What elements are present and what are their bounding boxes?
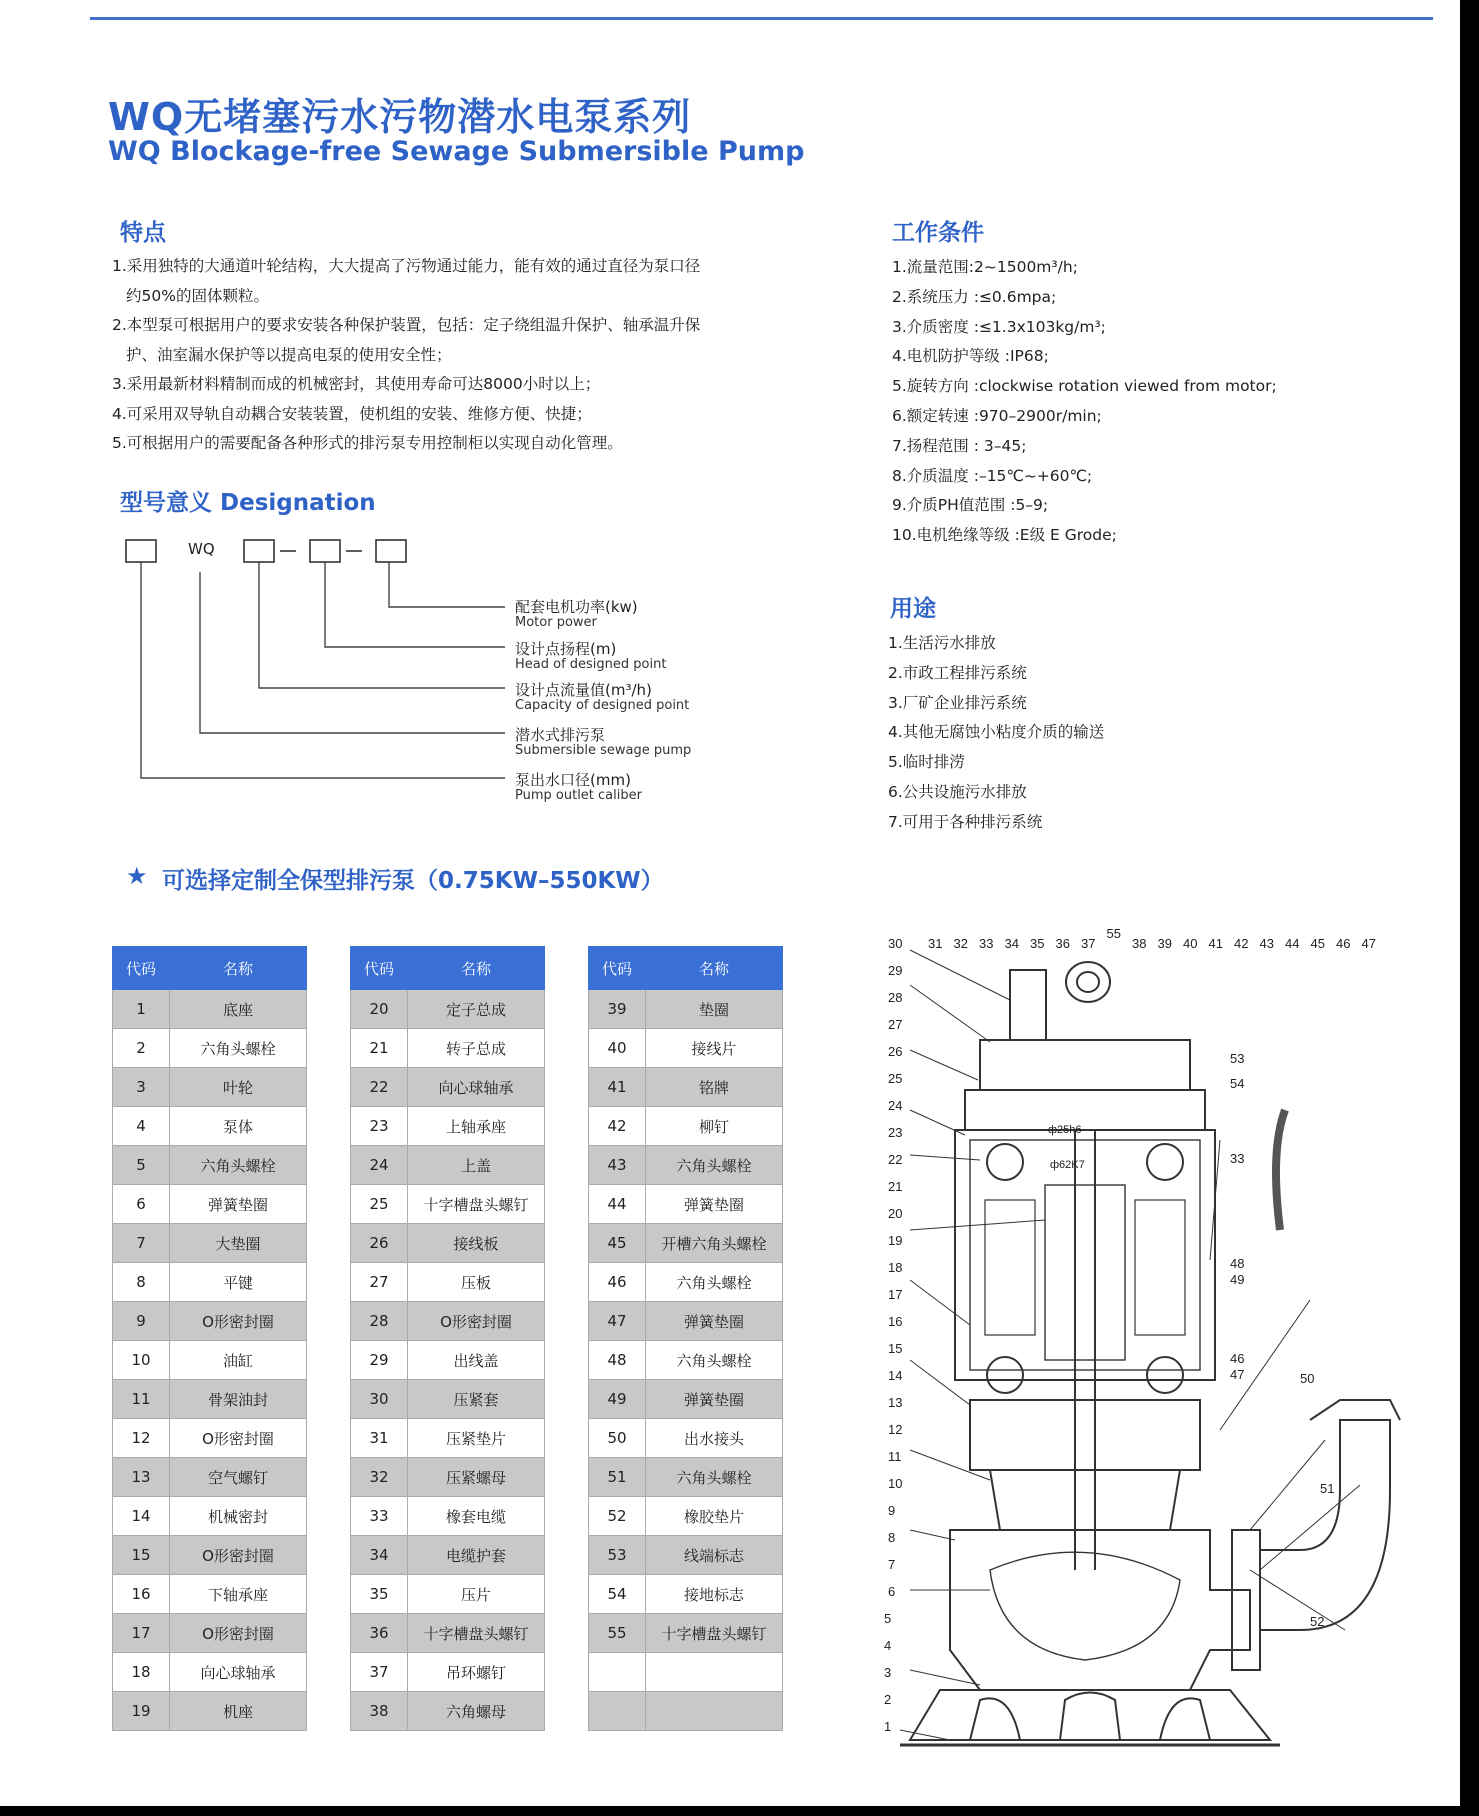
- callout-number: 23: [888, 1125, 903, 1140]
- callout-number: 47: [1230, 1367, 1245, 1382]
- table-row: [351, 1263, 545, 1302]
- table-row: [589, 1497, 783, 1536]
- part-name: 骨架油封: [170, 1380, 307, 1419]
- designation-label-en: Motor power: [515, 615, 597, 630]
- star-icon: ★: [126, 862, 148, 890]
- callout-number: 14: [888, 1368, 903, 1383]
- part-name: 转子总成: [408, 1029, 545, 1068]
- table-row: [589, 1419, 783, 1458]
- top-rule: [90, 17, 1433, 20]
- part-name: 十字槽盘头螺钉: [408, 1614, 545, 1653]
- part-code: 31: [351, 1419, 408, 1458]
- table-row: [589, 1380, 783, 1419]
- table-row: [589, 1653, 783, 1692]
- table-row: [351, 1107, 545, 1146]
- table-row: [113, 1224, 307, 1263]
- col-header-name: 名称: [408, 947, 545, 990]
- callout-number: 50: [1300, 1371, 1315, 1386]
- callout-number: 4: [884, 1638, 892, 1653]
- callout-number: 21: [888, 1179, 903, 1194]
- callout-number: 16: [888, 1314, 903, 1329]
- part-code: 27: [351, 1263, 408, 1302]
- part-name: 垫圈: [646, 990, 783, 1029]
- table-row: [113, 1107, 307, 1146]
- callout-number: 9: [888, 1503, 896, 1518]
- page-title-cn: WQ无堵塞污水污物潜水电泵系列: [108, 95, 692, 139]
- col-header-code: 代码: [351, 947, 408, 990]
- part-name: 六角头螺栓: [646, 1263, 783, 1302]
- part-name: O形密封圈: [170, 1419, 307, 1458]
- table-row: [351, 1380, 545, 1419]
- callout-number: 41: [1208, 936, 1223, 951]
- callout-number: 6: [888, 1584, 896, 1599]
- col-header-code: 代码: [589, 947, 646, 990]
- part-code: 50: [589, 1419, 646, 1458]
- dim-label: ф62K7: [1050, 1159, 1085, 1171]
- part-code: 37: [351, 1653, 408, 1692]
- table-row: [351, 1614, 545, 1653]
- table-row: [589, 1185, 783, 1224]
- part-name: 油缸: [170, 1341, 307, 1380]
- part-code: 2: [113, 1029, 170, 1068]
- callout-number: 31: [928, 936, 943, 951]
- part-name: 接线板: [408, 1224, 545, 1263]
- callout-number: 45: [1310, 936, 1325, 951]
- callout-number: 32: [953, 936, 968, 951]
- part-name: 空气螺钉: [170, 1458, 307, 1497]
- designation-label-cn: 泵出水口径(mm): [515, 771, 631, 789]
- part-code: 29: [351, 1341, 408, 1380]
- part-code: 13: [113, 1458, 170, 1497]
- part-code: 55: [589, 1614, 646, 1653]
- callout-number: 33: [979, 936, 994, 951]
- callout-number: 20: [888, 1206, 903, 1221]
- table-row: [351, 1146, 545, 1185]
- usage-item: 2.市政工程排污系统: [888, 663, 1027, 682]
- part-code: 23: [351, 1107, 408, 1146]
- part-code: 26: [351, 1224, 408, 1263]
- condition-item: 1.流量范围:2~1500m³/h;: [892, 258, 1078, 276]
- callout-number: 55: [1106, 926, 1121, 941]
- callout-leader-lines: [900, 950, 1360, 1740]
- table-row: [351, 1692, 545, 1731]
- callout-number: 38: [1132, 936, 1147, 951]
- part-code: 32: [351, 1458, 408, 1497]
- designation-diagram: [110, 530, 430, 810]
- table-row: [113, 1575, 307, 1614]
- page-title-en: WQ Blockage-free Sewage Submersible Pump: [108, 136, 805, 167]
- table-row: [589, 1029, 783, 1068]
- callout-number: 30: [888, 936, 903, 951]
- table-row: [113, 1497, 307, 1536]
- callout-number: 49: [1230, 1272, 1245, 1287]
- part-code: 4: [113, 1107, 170, 1146]
- part-name: 六角头螺栓: [646, 1458, 783, 1497]
- part-name: 底座: [170, 990, 307, 1029]
- table-row: [351, 1458, 545, 1497]
- callout-number: 10: [888, 1476, 903, 1491]
- table-row: [589, 1458, 783, 1497]
- part-code: 35: [351, 1575, 408, 1614]
- usage-item: 4.其他无腐蚀小粘度介质的输送: [888, 723, 1105, 742]
- part-name: 六角头螺栓: [170, 1029, 307, 1068]
- designation-label-en: Head of designed point: [515, 657, 667, 672]
- table-row: [113, 1341, 307, 1380]
- designation-code-text: WQ: [188, 540, 215, 558]
- table-row: [351, 1224, 545, 1263]
- part-name: 上轴承座: [408, 1107, 545, 1146]
- table-row: [351, 1497, 545, 1536]
- callout-number: 40: [1183, 936, 1198, 951]
- part-code: 5: [113, 1146, 170, 1185]
- part-name: O形密封圈: [170, 1614, 307, 1653]
- usages-list: [888, 629, 1104, 838]
- part-code: 42: [589, 1107, 646, 1146]
- part-code: 49: [589, 1380, 646, 1419]
- callout-number: 7: [888, 1557, 896, 1572]
- table-row: [351, 1536, 545, 1575]
- part-code: 9: [113, 1302, 170, 1341]
- part-name: 机座: [170, 1692, 307, 1731]
- designation-heading: 型号意义 Designation: [120, 490, 376, 516]
- part-code: 25: [351, 1185, 408, 1224]
- part-name: 橡套电缆: [408, 1497, 545, 1536]
- part-name: 线端标志: [646, 1536, 783, 1575]
- callout-labels: [884, 926, 1376, 1734]
- part-name: 六角螺母: [408, 1692, 545, 1731]
- col-header-code: 代码: [113, 947, 170, 990]
- designation-label-cn: 潜水式排污泵: [515, 726, 606, 744]
- custom-heading: 可选择定制全保型排污泵（0.75KW–550KW）: [162, 868, 664, 894]
- usages-heading: 用途: [890, 596, 936, 622]
- feature-item: 4.可采用双导轨自动耦合安装装置，使机组的安装、维修方便、快捷；: [112, 404, 592, 423]
- part-code: 18: [113, 1653, 170, 1692]
- table-row: [113, 1029, 307, 1068]
- callout-number: 26: [888, 1044, 903, 1059]
- table-row: [351, 990, 545, 1029]
- part-name: 六角头螺栓: [646, 1341, 783, 1380]
- part-code: [589, 1653, 646, 1692]
- part-name: 压紧套: [408, 1380, 545, 1419]
- table-row: [113, 1419, 307, 1458]
- callout-number: 13: [888, 1395, 903, 1410]
- callout-number: 46: [1230, 1351, 1245, 1366]
- table-row: [351, 1302, 545, 1341]
- callout-number: 11: [888, 1449, 902, 1464]
- part-code: 20: [351, 990, 408, 1029]
- condition-item: 5.旋转方向 :clockwise rotation viewed from motor;: [892, 377, 1277, 396]
- conditions-heading: 工作条件: [892, 220, 984, 246]
- part-name: 上盖: [408, 1146, 545, 1185]
- callout-number: 19: [888, 1233, 903, 1248]
- callout-number: 35: [1030, 936, 1045, 951]
- parts-table-1: [112, 946, 307, 1731]
- part-code: 41: [589, 1068, 646, 1107]
- callout-number: 24: [888, 1098, 903, 1113]
- table-row: [113, 1614, 307, 1653]
- part-name: 下轴承座: [170, 1575, 307, 1614]
- table-row: [113, 1536, 307, 1575]
- callout-number: 2: [884, 1692, 892, 1707]
- callout-number: 25: [888, 1071, 903, 1086]
- dimension-labels: [1048, 1124, 1085, 1171]
- part-code: 3: [113, 1068, 170, 1107]
- part-code: 8: [113, 1263, 170, 1302]
- table-row: [113, 1302, 307, 1341]
- part-name: 橡胶垫片: [646, 1497, 783, 1536]
- part-code: 11: [113, 1380, 170, 1419]
- part-name: 弹簧垫圈: [170, 1185, 307, 1224]
- table-row: [113, 1146, 307, 1185]
- part-name: 压片: [408, 1575, 545, 1614]
- callout-number: 37: [1081, 936, 1096, 951]
- part-name: 弹簧垫圈: [646, 1185, 783, 1224]
- usage-item: 3.厂矿企业排污系统: [888, 693, 1027, 712]
- part-code: 44: [589, 1185, 646, 1224]
- part-code: 16: [113, 1575, 170, 1614]
- part-code: 28: [351, 1302, 408, 1341]
- table-row: [351, 1653, 545, 1692]
- part-code: 43: [589, 1146, 646, 1185]
- table-row: [589, 1107, 783, 1146]
- conditions-list: [892, 253, 1277, 551]
- part-code: 17: [113, 1614, 170, 1653]
- part-name: 平键: [170, 1263, 307, 1302]
- condition-item: 8.介质温度 :–15℃~+60℃;: [892, 466, 1093, 485]
- callout-number: 44: [1285, 936, 1300, 951]
- part-code: 30: [351, 1380, 408, 1419]
- dim-label: ф25h6: [1048, 1124, 1082, 1136]
- table-row: [589, 1536, 783, 1575]
- part-code: 47: [589, 1302, 646, 1341]
- condition-item: 2.系统压力 :≤0.6mpa;: [892, 287, 1057, 306]
- table-row: [113, 1263, 307, 1302]
- callout-number: 8: [888, 1530, 896, 1545]
- part-code: 21: [351, 1029, 408, 1068]
- part-code: 33: [351, 1497, 408, 1536]
- callout-number: 5: [884, 1611, 892, 1626]
- part-name: O形密封圈: [408, 1302, 545, 1341]
- part-name: 铭牌: [646, 1068, 783, 1107]
- callout-number: 39: [1157, 936, 1172, 951]
- table-row: [113, 1068, 307, 1107]
- part-name: 叶轮: [170, 1068, 307, 1107]
- part-name: 向心球轴承: [408, 1068, 545, 1107]
- table-row: [589, 1614, 783, 1653]
- callout-number: 15: [888, 1341, 903, 1356]
- features-list: [112, 252, 700, 459]
- col-header-name: 名称: [170, 947, 307, 990]
- table-row: [351, 1185, 545, 1224]
- parts-table-3: [588, 946, 783, 1731]
- pump-outline: [900, 962, 1400, 1745]
- designation-label-en: Capacity of designed point: [515, 698, 690, 713]
- table-row: [589, 1146, 783, 1185]
- table-row: [351, 1419, 545, 1458]
- callout-number: 1: [884, 1719, 892, 1734]
- table-row: [589, 1341, 783, 1380]
- part-code: 6: [113, 1185, 170, 1224]
- callout-number: 27: [888, 1017, 903, 1032]
- condition-item: 10.电机绝缘等级 :E级 E Grode;: [892, 526, 1117, 545]
- part-code: 39: [589, 990, 646, 1029]
- condition-item: 9.介质PH值范围 :5–9;: [892, 496, 1049, 515]
- part-code: 15: [113, 1536, 170, 1575]
- part-name: 柳钉: [646, 1107, 783, 1146]
- part-name: [646, 1692, 783, 1731]
- callout-number: 52: [1310, 1614, 1325, 1629]
- part-name: 接线片: [646, 1029, 783, 1068]
- pump-section-drawing: [870, 926, 1376, 1770]
- part-code: 36: [351, 1614, 408, 1653]
- table-row: [113, 990, 307, 1029]
- table-row: [351, 1029, 545, 1068]
- part-code: 46: [589, 1263, 646, 1302]
- part-name: 接地标志: [646, 1575, 783, 1614]
- table-row: [589, 990, 783, 1029]
- callout-number: 12: [888, 1422, 903, 1437]
- usage-item: 5.临时排涝: [888, 753, 965, 772]
- condition-item: 4.电机防护等级 :IP68;: [892, 347, 1049, 366]
- callout-number: 18: [888, 1260, 903, 1275]
- part-code: 7: [113, 1224, 170, 1263]
- callout-number: 43: [1259, 936, 1274, 951]
- callout-number: 34: [1004, 936, 1019, 951]
- part-code: 51: [589, 1458, 646, 1497]
- callout-number: 29: [888, 963, 903, 978]
- feature-item: 2.本型泵可根据用户的要求安装各种保护装置，包括：定子绕组温升保护、轴承温升保 护、油室漏水保护等以提高电泵的使用安全性；: [112, 316, 701, 364]
- callout-number: 28: [888, 990, 903, 1005]
- part-name: 弹簧垫圈: [646, 1380, 783, 1419]
- part-code: 34: [351, 1536, 408, 1575]
- condition-item: 6.额定转速 :970–2900r/min;: [892, 406, 1102, 425]
- table-row: [113, 1653, 307, 1692]
- usage-item: 6.公共设施污水排放: [888, 782, 1027, 801]
- part-name: 定子总成: [408, 990, 545, 1029]
- part-code: 22: [351, 1068, 408, 1107]
- table-row: [351, 1341, 545, 1380]
- col-header-name: 名称: [646, 947, 783, 990]
- part-name: 吊环螺钉: [408, 1653, 545, 1692]
- condition-item: 7.扬程范围 : 3–45;: [892, 436, 1027, 455]
- table-row: [113, 1692, 307, 1731]
- table-row: [589, 1263, 783, 1302]
- feature-item: 3.采用最新材料精制而成的机械密封，其使用寿命可达8000小时以上；: [112, 375, 601, 393]
- part-code: 12: [113, 1419, 170, 1458]
- usage-item: 1.生活污水排放: [888, 634, 996, 652]
- part-name: 压紧螺母: [408, 1458, 545, 1497]
- callout-number: 46: [1336, 936, 1351, 951]
- part-name: [646, 1653, 783, 1692]
- part-code: [589, 1692, 646, 1731]
- part-code: 10: [113, 1341, 170, 1380]
- condition-item: 3.介质密度 :≤1.3x103kg/m³;: [892, 317, 1106, 336]
- part-name: 出水接头: [646, 1419, 783, 1458]
- part-name: O形密封圈: [170, 1302, 307, 1341]
- part-name: 泵体: [170, 1107, 307, 1146]
- part-code: 1: [113, 990, 170, 1029]
- part-name: 电缆护套: [408, 1536, 545, 1575]
- table-row: [589, 1575, 783, 1614]
- callout-number: 22: [888, 1152, 903, 1167]
- part-code: 19: [113, 1692, 170, 1731]
- part-code: 40: [589, 1029, 646, 1068]
- part-code: 45: [589, 1224, 646, 1263]
- part-code: 52: [589, 1497, 646, 1536]
- table-row: [113, 1458, 307, 1497]
- table-row: [589, 1224, 783, 1263]
- callout-number: 33: [1230, 1151, 1245, 1166]
- part-name: 弹簧垫圈: [646, 1302, 783, 1341]
- usage-item: 7.可用于各种排污系统: [888, 812, 1043, 831]
- table-row: [589, 1068, 783, 1107]
- part-name: 机械密封: [170, 1497, 307, 1536]
- designation-label-cn: 设计点扬程(m): [515, 640, 617, 658]
- designation-label-en: Submersible sewage pump: [515, 743, 692, 758]
- table-row: [351, 1068, 545, 1107]
- callout-number: 53: [1230, 1051, 1245, 1066]
- table-row: [351, 1575, 545, 1614]
- part-name: 六角头螺栓: [646, 1146, 783, 1185]
- table-row: [589, 1302, 783, 1341]
- feature-item: 5.可根据用户的需要配备各种形式的排污泵专用控制柜以实现自动化管理。: [112, 434, 623, 452]
- part-name: 出线盖: [408, 1341, 545, 1380]
- part-name: O形密封圈: [170, 1536, 307, 1575]
- features-heading: 特点: [120, 220, 166, 246]
- part-name: 六角头螺栓: [170, 1146, 307, 1185]
- part-code: 38: [351, 1692, 408, 1731]
- part-code: 54: [589, 1575, 646, 1614]
- callout-number: 48: [1230, 1256, 1245, 1271]
- callout-number: 54: [1230, 1076, 1245, 1091]
- part-name: 大垫圈: [170, 1224, 307, 1263]
- designation-label-en: Pump outlet caliber: [515, 788, 642, 803]
- part-name: 压紧垫片: [408, 1419, 545, 1458]
- part-name: 十字槽盘头螺钉: [408, 1185, 545, 1224]
- part-code: 14: [113, 1497, 170, 1536]
- callout-number: 17: [888, 1287, 903, 1302]
- designation-label-cn: 配套电机功率(kw): [515, 598, 638, 616]
- feature-item: 1.采用独特的大通道叶轮结构，大大提高了污物通过能力，能有效的通过直径为泵口径 约50%的固体颗粒。: [112, 257, 701, 305]
- table-row: [589, 1692, 783, 1731]
- callout-number: 3: [884, 1665, 892, 1680]
- callout-number: 42: [1234, 936, 1249, 951]
- parts-table-2: [350, 946, 545, 1731]
- part-name: 向心球轴承: [170, 1653, 307, 1692]
- callout-number: 36: [1055, 936, 1070, 951]
- table-row: [113, 1380, 307, 1419]
- designation-label-cn: 设计点流量值(m³/h): [515, 681, 652, 699]
- part-name: 压板: [408, 1263, 545, 1302]
- callout-number: 47: [1361, 936, 1376, 951]
- part-code: 48: [589, 1341, 646, 1380]
- table-row: [113, 1185, 307, 1224]
- part-name: 十字槽盘头螺钉: [646, 1614, 783, 1653]
- part-code: 24: [351, 1146, 408, 1185]
- callout-number: 51: [1320, 1481, 1335, 1496]
- part-code: 53: [589, 1536, 646, 1575]
- part-name: 开槽六角头螺栓: [646, 1224, 783, 1263]
